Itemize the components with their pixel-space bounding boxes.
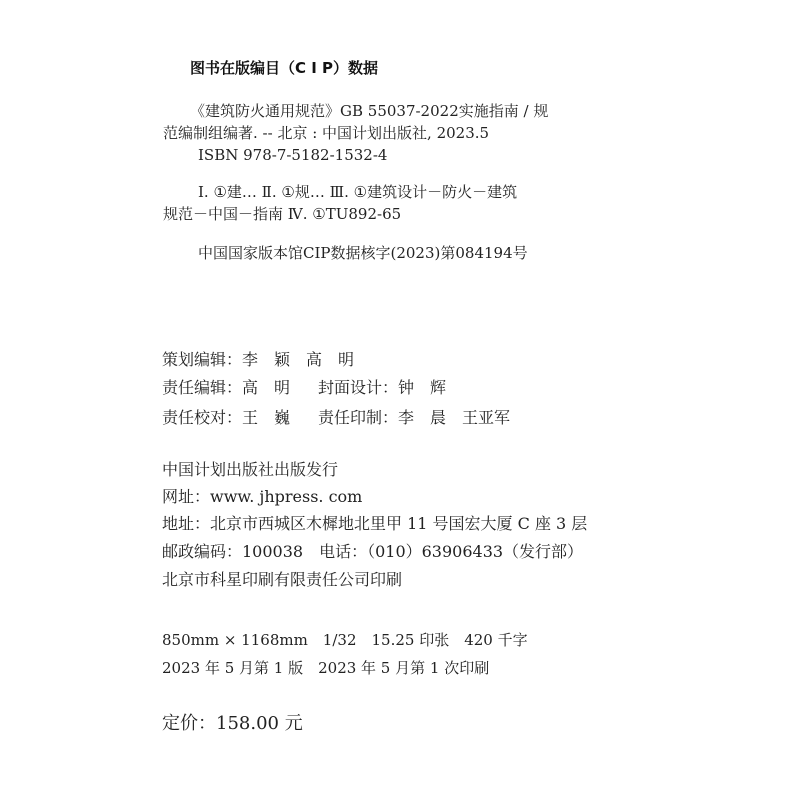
planning-editor-label: 策划编辑： [162, 350, 243, 369]
proofreader-label: 责任校对： [162, 408, 243, 427]
page-title: 图书在版编目（C I P）数据 [190, 59, 379, 77]
planning-editor-names: 李 颖 高 明 [242, 350, 355, 369]
watermark [390, 340, 510, 470]
cover-design-label: 封面设计： [318, 378, 399, 397]
credits-row-proof [162, 408, 510, 428]
credits-row-planning [162, 350, 354, 370]
print-manager-label: 责任印制： [318, 408, 399, 427]
printer-line: 北京市科星印刷有限责任公司印刷 [162, 570, 403, 589]
cip-verify-number: 中国国家版本馆CIP数据核字(2023)第084194号 [198, 244, 528, 262]
responsible-editor-names: 高 明 [242, 378, 291, 397]
cip-line-1: 《建筑防火通用规范》GB 55037-2022实施指南 / 规 [190, 102, 549, 120]
print-manager-names: 李 晨 王亚军 [398, 408, 511, 427]
format-specs: 850mm × 1168mm 1/32 15.25 印张 420 千字 [162, 631, 528, 649]
cip-class-line-1: Ⅰ. ①建… Ⅱ. ①规… Ⅲ. ①建筑设计－防火－建筑 [198, 183, 518, 201]
edition-info: 2023 年 5 月第 1 版 2023 年 5 月第 1 次印刷 [162, 659, 490, 677]
responsible-editor-label: 责任编辑： [162, 378, 243, 397]
publisher-line: 中国计划出版社出版发行 [162, 460, 339, 479]
publisher-website: 网址：www. jhpress. com [162, 487, 363, 506]
cover-design-names: 钟 辉 [398, 378, 447, 397]
cip-isbn: ISBN 978-7-5182-1532-4 [198, 146, 388, 164]
cip-class-line-2: 规范－中国－指南 Ⅳ. ①TU892-65 [163, 205, 402, 223]
proofreader-names: 王 巍 [242, 408, 291, 427]
cip-line-2: 范编制组编著. -- 北京 : 中国计划出版社, 2023.5 [163, 124, 490, 142]
publisher-address: 地址：北京市西城区木樨地北里甲 11 号国宏大厦 C 座 3 层 [162, 514, 588, 533]
publisher-contact: 邮政编码：100038 电话：（010）63906433（发行部） [162, 542, 584, 561]
credits-row-editor [162, 378, 446, 398]
price: 定价：158.00 元 [162, 713, 303, 734]
